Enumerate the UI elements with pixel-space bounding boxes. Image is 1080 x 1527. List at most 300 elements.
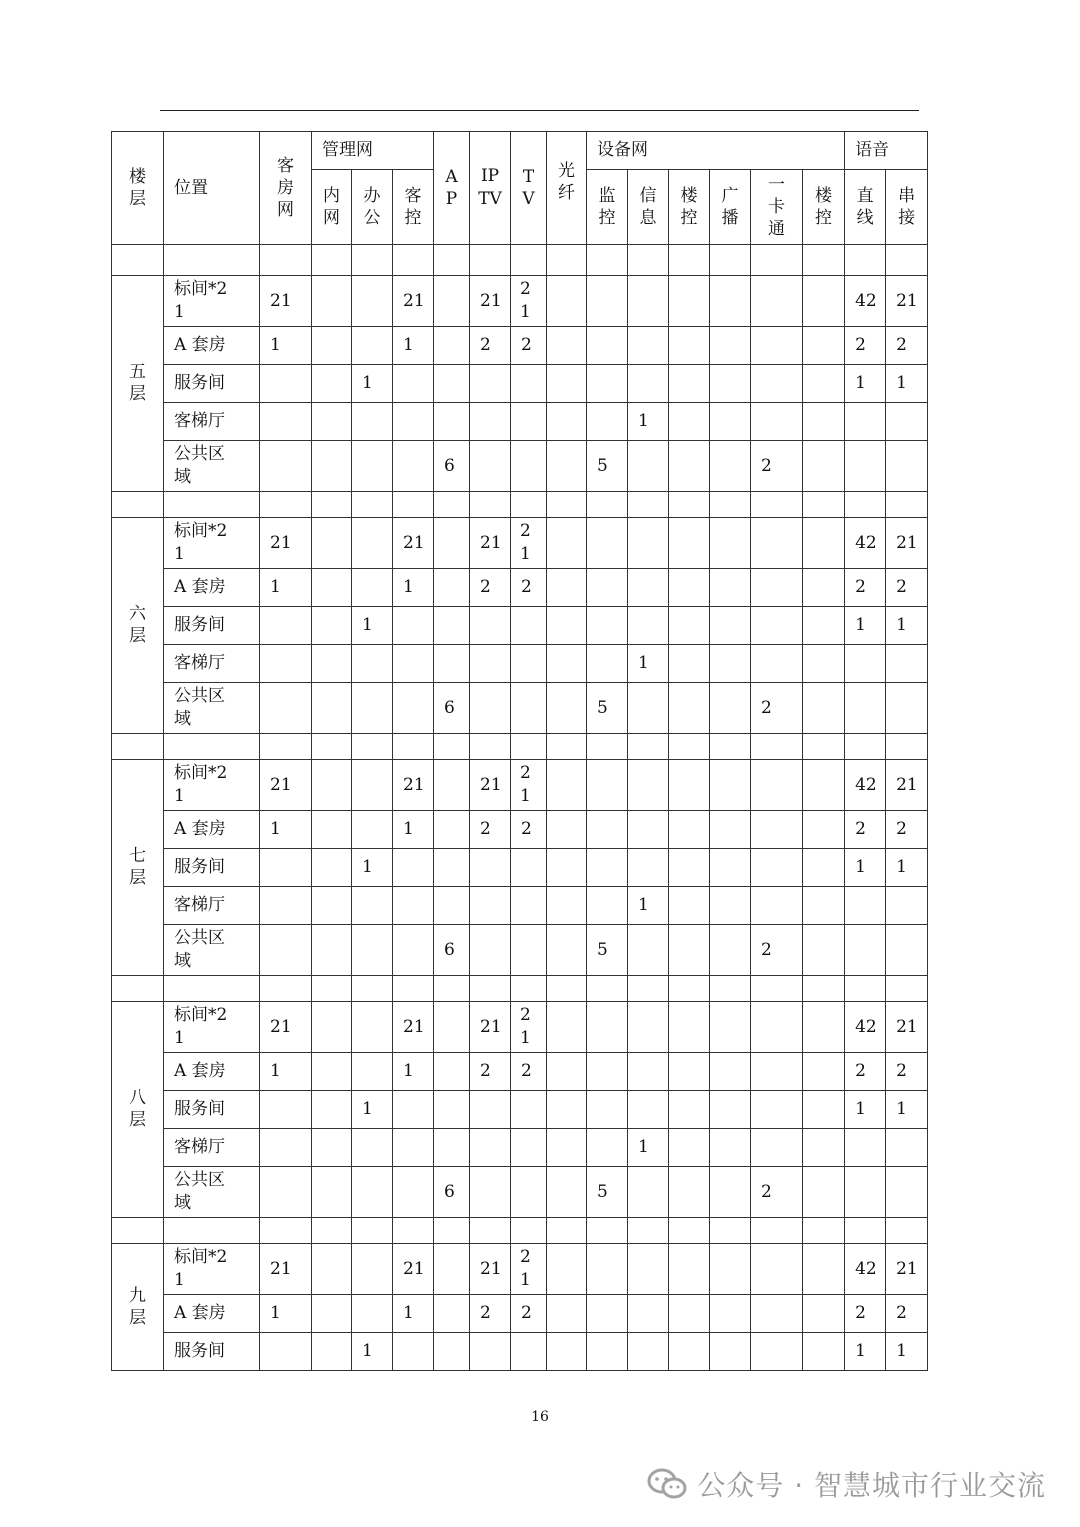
empty-cell — [260, 1218, 312, 1244]
value-cell-guest-ctrl: 1 — [393, 1053, 434, 1091]
value-cell-elev — [669, 1333, 710, 1371]
value-cell-monitor: 5 — [587, 441, 628, 492]
empty-cell — [751, 976, 803, 1002]
value-cell-elev — [669, 403, 710, 441]
value-cell-info — [628, 441, 669, 492]
value-cell-iptv: 2 — [470, 811, 511, 849]
table-row — [112, 1002, 928, 1053]
value-cell-fiber — [547, 811, 587, 849]
value-cell-iptv — [470, 1091, 511, 1129]
value-cell-tv — [511, 1167, 547, 1218]
value-cell-elev — [669, 607, 710, 645]
value-cell-monitor — [587, 1295, 628, 1333]
empty-cell — [886, 976, 928, 1002]
value-cell-guest-net — [260, 607, 312, 645]
empty-cell — [470, 976, 511, 1002]
value-cell-ext: 21 — [886, 1244, 928, 1295]
empty-cell — [352, 245, 393, 276]
value-cell-ext — [886, 925, 928, 976]
value-cell-bms — [803, 1167, 845, 1218]
value-cell-office: 1 — [352, 365, 393, 403]
value-cell-direct: 1 — [845, 849, 886, 887]
value-cell-fiber — [547, 925, 587, 976]
value-cell-tv — [511, 1129, 547, 1167]
value-cell-info — [628, 1053, 669, 1091]
empty-cell — [260, 734, 312, 760]
empty-cell — [352, 734, 393, 760]
value-cell-tv — [511, 645, 547, 683]
header-intranet: 内网 — [312, 170, 352, 245]
value-cell-guest-net — [260, 1167, 312, 1218]
value-cell-ext: 21 — [886, 760, 928, 811]
value-cell-bms — [803, 1244, 845, 1295]
value-cell-fiber — [547, 1053, 587, 1091]
value-cell-fiber — [547, 327, 587, 365]
empty-cell — [312, 492, 352, 518]
value-cell-ap: 6 — [434, 1167, 470, 1218]
value-cell-info — [628, 1002, 669, 1053]
header-info: 信息 — [628, 170, 669, 245]
empty-cell — [164, 245, 260, 276]
empty-cell — [164, 734, 260, 760]
header-rule — [160, 110, 919, 111]
location-cell: 服务间 — [164, 849, 260, 887]
value-cell-tv — [511, 403, 547, 441]
value-cell-broadcast — [710, 1244, 751, 1295]
value-cell-iptv — [470, 925, 511, 976]
value-cell-direct: 1 — [845, 1333, 886, 1371]
empty-cell — [669, 245, 710, 276]
value-cell-bms — [803, 849, 845, 887]
value-cell-fiber — [547, 887, 587, 925]
value-cell-guest-net — [260, 1129, 312, 1167]
value-cell-info — [628, 925, 669, 976]
location-cell: 标间*21 — [164, 1244, 260, 1295]
value-cell-iptv — [470, 1129, 511, 1167]
value-cell-broadcast — [710, 276, 751, 327]
value-cell-ext: 2 — [886, 811, 928, 849]
value-cell-direct — [845, 403, 886, 441]
value-cell-guest-ctrl: 21 — [393, 760, 434, 811]
location-cell: 标间*21 — [164, 1002, 260, 1053]
empty-cell — [164, 492, 260, 518]
empty-cell — [352, 1218, 393, 1244]
empty-cell — [312, 245, 352, 276]
value-cell-direct: 2 — [845, 1053, 886, 1091]
value-cell-tv: 2 — [511, 1295, 547, 1333]
value-cell-direct — [845, 683, 886, 734]
value-cell-monitor — [587, 1053, 628, 1091]
value-cell-tv: 2 — [511, 1053, 547, 1091]
value-cell-card — [751, 1295, 803, 1333]
value-cell-direct — [845, 887, 886, 925]
header-voice-group: 语音 — [845, 132, 928, 170]
value-cell-elev — [669, 683, 710, 734]
value-cell-elev — [669, 1091, 710, 1129]
spacer-row — [112, 245, 928, 276]
table-row — [112, 607, 928, 645]
value-cell-card — [751, 1244, 803, 1295]
location-cell: 公共区域 — [164, 441, 260, 492]
value-cell-guest-net — [260, 683, 312, 734]
value-cell-card: 2 — [751, 925, 803, 976]
location-cell: 公共区域 — [164, 1167, 260, 1218]
value-cell-ap — [434, 1244, 470, 1295]
empty-cell — [669, 976, 710, 1002]
value-cell-office — [352, 1295, 393, 1333]
value-cell-elev — [669, 1244, 710, 1295]
location-cell: 标间*21 — [164, 760, 260, 811]
header-direct-line: 直线 — [845, 170, 886, 245]
value-cell-guest-ctrl — [393, 365, 434, 403]
value-cell-card — [751, 365, 803, 403]
empty-cell — [628, 245, 669, 276]
value-cell-card — [751, 1053, 803, 1091]
empty-cell — [260, 492, 312, 518]
value-cell-tv: 21 — [511, 1244, 547, 1295]
value-cell-direct: 42 — [845, 760, 886, 811]
value-cell-guest-ctrl — [393, 403, 434, 441]
empty-cell — [547, 1218, 587, 1244]
value-cell-iptv: 21 — [470, 1244, 511, 1295]
value-cell-fiber — [547, 1091, 587, 1129]
header-bms: 楼控 — [803, 170, 845, 245]
empty-cell — [260, 976, 312, 1002]
value-cell-ext: 21 — [886, 1002, 928, 1053]
spacer-row — [112, 1218, 928, 1244]
empty-cell — [886, 492, 928, 518]
table-row — [112, 441, 928, 492]
value-cell-guest-ctrl — [393, 645, 434, 683]
location-cell: 服务间 — [164, 365, 260, 403]
value-cell-ap — [434, 276, 470, 327]
table-row — [112, 365, 928, 403]
header-location: 位置 — [164, 132, 260, 245]
value-cell-office — [352, 276, 393, 327]
value-cell-fiber — [547, 760, 587, 811]
value-cell-elev — [669, 1167, 710, 1218]
value-cell-ap — [434, 887, 470, 925]
value-cell-guest-net: 1 — [260, 811, 312, 849]
value-cell-direct: 42 — [845, 1244, 886, 1295]
value-cell-monitor — [587, 811, 628, 849]
empty-cell — [886, 1218, 928, 1244]
value-cell-intranet — [312, 441, 352, 492]
value-cell-ap — [434, 518, 470, 569]
value-cell-office — [352, 569, 393, 607]
value-cell-ext: 2 — [886, 1295, 928, 1333]
value-cell-tv: 21 — [511, 1002, 547, 1053]
empty-cell — [803, 976, 845, 1002]
value-cell-broadcast — [710, 569, 751, 607]
value-cell-guest-net — [260, 925, 312, 976]
value-cell-fiber — [547, 607, 587, 645]
value-cell-direct — [845, 441, 886, 492]
value-cell-intranet — [312, 1053, 352, 1091]
location-cell: A 套房 — [164, 1295, 260, 1333]
value-cell-info — [628, 1167, 669, 1218]
value-cell-guest-net: 21 — [260, 276, 312, 327]
value-cell-monitor — [587, 760, 628, 811]
value-cell-direct: 1 — [845, 607, 886, 645]
value-cell-fiber — [547, 403, 587, 441]
value-cell-guest-ctrl: 1 — [393, 327, 434, 365]
spacer-row — [112, 734, 928, 760]
table-row — [112, 683, 928, 734]
value-cell-info — [628, 760, 669, 811]
value-cell-guest-net: 21 — [260, 1244, 312, 1295]
value-cell-guest-ctrl — [393, 887, 434, 925]
location-cell: 标间*21 — [164, 518, 260, 569]
value-cell-card — [751, 1091, 803, 1129]
value-cell-bms — [803, 645, 845, 683]
value-cell-monitor — [587, 1129, 628, 1167]
value-cell-intranet — [312, 607, 352, 645]
value-cell-broadcast — [710, 1129, 751, 1167]
value-cell-bms — [803, 607, 845, 645]
empty-cell — [434, 245, 470, 276]
location-cell: 服务间 — [164, 1091, 260, 1129]
value-cell-info: 1 — [628, 1129, 669, 1167]
location-cell: 客梯厅 — [164, 403, 260, 441]
value-cell-intranet — [312, 1333, 352, 1371]
value-cell-card — [751, 1333, 803, 1371]
empty-cell — [511, 492, 547, 518]
value-cell-fiber — [547, 683, 587, 734]
location-cell: A 套房 — [164, 327, 260, 365]
value-cell-office — [352, 1244, 393, 1295]
floor-label: 五层 — [112, 276, 164, 492]
empty-cell — [112, 734, 164, 760]
value-cell-ext: 1 — [886, 849, 928, 887]
spacer-row — [112, 492, 928, 518]
location-cell: A 套房 — [164, 569, 260, 607]
empty-cell — [164, 1218, 260, 1244]
value-cell-iptv: 21 — [470, 760, 511, 811]
value-cell-elev — [669, 849, 710, 887]
value-cell-intranet — [312, 760, 352, 811]
value-cell-monitor — [587, 276, 628, 327]
value-cell-iptv: 2 — [470, 569, 511, 607]
value-cell-guest-net — [260, 887, 312, 925]
value-cell-ap — [434, 569, 470, 607]
header-floor: 楼层 — [112, 132, 164, 245]
value-cell-iptv: 2 — [470, 1295, 511, 1333]
watermark — [647, 1464, 1046, 1504]
empty-cell — [587, 734, 628, 760]
value-cell-tv: 21 — [511, 518, 547, 569]
value-cell-intranet — [312, 1129, 352, 1167]
value-cell-broadcast — [710, 1333, 751, 1371]
empty-cell — [470, 1218, 511, 1244]
value-cell-ap — [434, 811, 470, 849]
empty-cell — [587, 492, 628, 518]
floor-label: 八层 — [112, 1002, 164, 1218]
table-row — [112, 645, 928, 683]
value-cell-guest-net — [260, 645, 312, 683]
value-cell-tv — [511, 1091, 547, 1129]
value-cell-guest-net — [260, 403, 312, 441]
value-cell-guest-ctrl: 21 — [393, 518, 434, 569]
location-cell: 客梯厅 — [164, 645, 260, 683]
value-cell-intranet — [312, 327, 352, 365]
value-cell-ap: 6 — [434, 441, 470, 492]
value-cell-ext: 21 — [886, 276, 928, 327]
empty-cell — [260, 245, 312, 276]
value-cell-guest-net: 21 — [260, 518, 312, 569]
header-card: 一卡通 — [751, 170, 803, 245]
value-cell-monitor: 5 — [587, 925, 628, 976]
value-cell-ap — [434, 1053, 470, 1091]
value-cell-direct: 42 — [845, 276, 886, 327]
value-cell-bms — [803, 1333, 845, 1371]
value-cell-iptv — [470, 849, 511, 887]
value-cell-monitor — [587, 1333, 628, 1371]
value-cell-bms — [803, 441, 845, 492]
table-row — [112, 327, 928, 365]
value-cell-elev — [669, 518, 710, 569]
empty-cell — [393, 245, 434, 276]
empty-cell — [112, 245, 164, 276]
empty-cell — [112, 976, 164, 1002]
empty-cell — [470, 734, 511, 760]
value-cell-iptv: 21 — [470, 518, 511, 569]
value-cell-iptv — [470, 887, 511, 925]
value-cell-intranet — [312, 645, 352, 683]
value-cell-info — [628, 683, 669, 734]
value-cell-tv — [511, 925, 547, 976]
empty-cell — [470, 492, 511, 518]
value-cell-broadcast — [710, 365, 751, 403]
value-cell-info — [628, 518, 669, 569]
value-cell-office: 1 — [352, 1091, 393, 1129]
value-cell-info — [628, 327, 669, 365]
value-cell-elev — [669, 887, 710, 925]
value-cell-tv: 2 — [511, 327, 547, 365]
value-cell-info — [628, 1091, 669, 1129]
empty-cell — [751, 734, 803, 760]
empty-cell — [434, 492, 470, 518]
empty-cell — [710, 492, 751, 518]
empty-cell — [628, 976, 669, 1002]
value-cell-ext: 21 — [886, 518, 928, 569]
value-cell-intranet — [312, 365, 352, 403]
table-row — [112, 811, 928, 849]
value-cell-intranet — [312, 518, 352, 569]
empty-cell — [511, 1218, 547, 1244]
value-cell-card — [751, 518, 803, 569]
location-cell: A 套房 — [164, 1053, 260, 1091]
value-cell-bms — [803, 683, 845, 734]
header-guest-net: 客房网 — [260, 132, 312, 245]
table-row — [112, 1129, 928, 1167]
value-cell-card — [751, 276, 803, 327]
value-cell-guest-ctrl: 21 — [393, 1244, 434, 1295]
value-cell-guest-net — [260, 365, 312, 403]
value-cell-direct: 1 — [845, 1091, 886, 1129]
value-cell-fiber — [547, 1333, 587, 1371]
empty-cell — [710, 245, 751, 276]
value-cell-intranet — [312, 925, 352, 976]
value-cell-broadcast — [710, 887, 751, 925]
empty-cell — [669, 492, 710, 518]
value-cell-guest-ctrl: 21 — [393, 1002, 434, 1053]
empty-cell — [669, 734, 710, 760]
value-cell-info — [628, 607, 669, 645]
table-row — [112, 1244, 928, 1295]
value-cell-intranet — [312, 887, 352, 925]
empty-cell — [628, 1218, 669, 1244]
value-cell-intranet — [312, 811, 352, 849]
value-cell-tv — [511, 849, 547, 887]
value-cell-card — [751, 849, 803, 887]
value-cell-intranet — [312, 683, 352, 734]
value-cell-ap: 6 — [434, 683, 470, 734]
value-cell-bms — [803, 365, 845, 403]
value-cell-direct: 42 — [845, 1002, 886, 1053]
empty-cell — [803, 245, 845, 276]
value-cell-elev — [669, 441, 710, 492]
table-row — [112, 1295, 928, 1333]
value-cell-ap — [434, 1091, 470, 1129]
location-cell: 客梯厅 — [164, 887, 260, 925]
empty-cell — [710, 976, 751, 1002]
value-cell-tv: 21 — [511, 760, 547, 811]
value-cell-office — [352, 441, 393, 492]
value-cell-guest-net: 1 — [260, 569, 312, 607]
value-cell-monitor — [587, 1091, 628, 1129]
value-cell-monitor — [587, 569, 628, 607]
value-cell-elev — [669, 645, 710, 683]
header-mgmt-group: 管理网 — [312, 132, 434, 170]
header-fiber: 光纤 — [547, 132, 587, 245]
value-cell-guest-net — [260, 849, 312, 887]
value-cell-broadcast — [710, 1167, 751, 1218]
value-cell-ext: 1 — [886, 365, 928, 403]
location-cell: 服务间 — [164, 1333, 260, 1371]
value-cell-ext — [886, 887, 928, 925]
empty-cell — [470, 245, 511, 276]
value-cell-elev — [669, 1295, 710, 1333]
header-elevator-ctrl: 楼控 — [669, 170, 710, 245]
value-cell-direct — [845, 1129, 886, 1167]
value-cell-broadcast — [710, 849, 751, 887]
table-body — [112, 245, 928, 1371]
value-cell-ap — [434, 849, 470, 887]
value-cell-intranet — [312, 1295, 352, 1333]
value-cell-monitor — [587, 607, 628, 645]
value-cell-info — [628, 365, 669, 403]
value-cell-office: 1 — [352, 607, 393, 645]
value-cell-ext — [886, 645, 928, 683]
value-cell-ap — [434, 365, 470, 403]
value-cell-ap — [434, 327, 470, 365]
value-cell-fiber — [547, 569, 587, 607]
value-cell-info: 1 — [628, 403, 669, 441]
value-cell-elev — [669, 760, 710, 811]
spacer-row — [112, 976, 928, 1002]
value-cell-tv — [511, 1333, 547, 1371]
value-cell-ext: 2 — [886, 569, 928, 607]
value-cell-info — [628, 1333, 669, 1371]
value-cell-ap — [434, 1002, 470, 1053]
value-cell-intranet — [312, 1091, 352, 1129]
empty-cell — [587, 976, 628, 1002]
value-cell-elev — [669, 811, 710, 849]
empty-cell — [803, 734, 845, 760]
value-cell-ext: 1 — [886, 607, 928, 645]
value-cell-fiber — [547, 645, 587, 683]
